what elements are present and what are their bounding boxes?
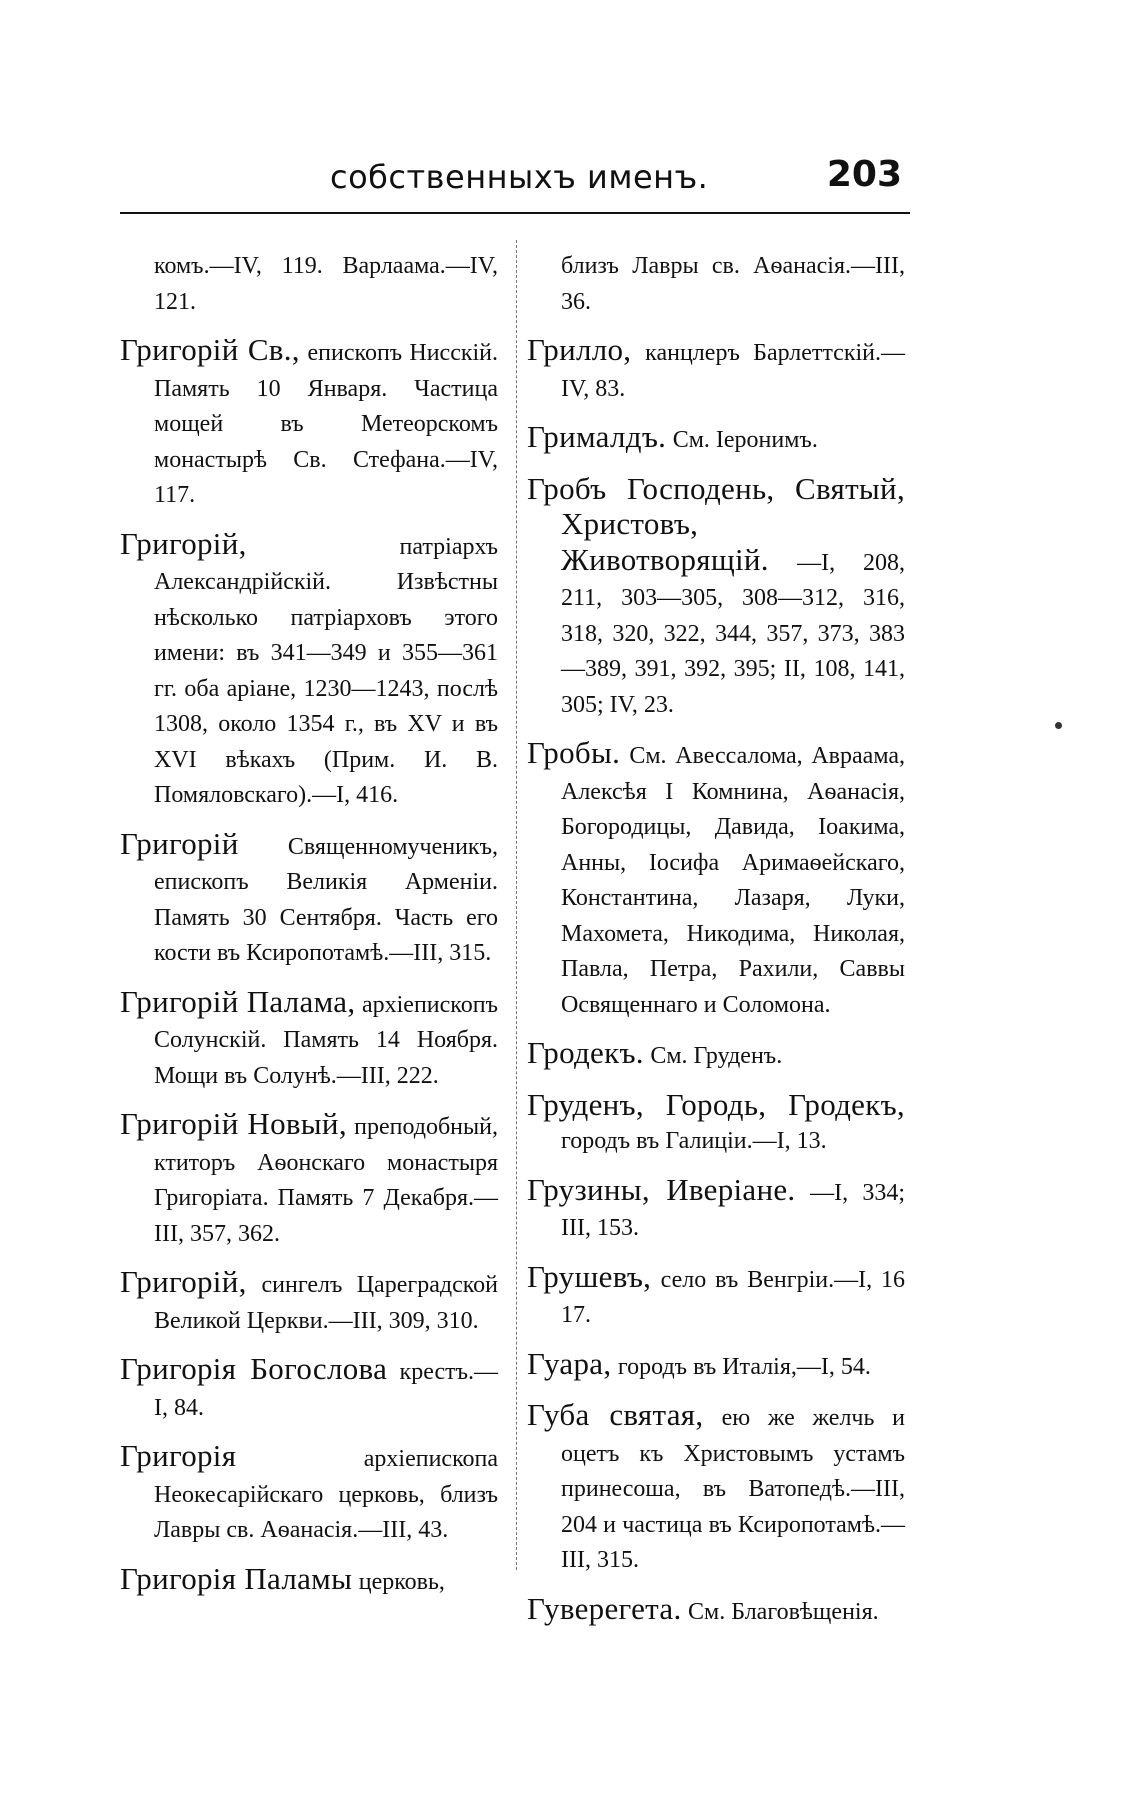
entry-text: —I, 208, 211, 303—305, 308—312, 316, 318, 320, 322, 344, 357, 373, 383—389, 391, 392, 395; II, 108, 141, 305; IV, 23. bbox=[561, 549, 905, 718]
index-entry bbox=[120, 985, 498, 1094]
entry-text: епископъ Нисскій. Память 10 Января. Частица мощей въ Метеорскомъ монастырѣ Св. Стефана.—IV, 117. bbox=[154, 340, 499, 508]
running-title: собственныхъ именъ. bbox=[330, 158, 709, 196]
index-entry bbox=[120, 248, 498, 319]
entry-text: См. Авессалома, Авраама, Алексѣя I Комнина, Аѳанасія, Богородицы, Давида, Іоакима, Анны, Іосифа Аримаѳейскаго, Константина, Лазаря, Луки, Махомета, Никодима, Николая, Павла, Петра, Рахили, Саввы Освященнаго и Соломона. bbox=[561, 743, 905, 1018]
entry-text: архіепископъ Солунскій. Память 14 Ноября. Мощи въ Солунѣ.—III, 222. bbox=[154, 991, 498, 1089]
right-column bbox=[527, 248, 905, 1643]
entry-text: близъ Лавры св. Аѳанасія.—III, 36. bbox=[561, 253, 905, 315]
entry-text: канцлеръ Барлеттскій.—IV, 83. bbox=[561, 340, 905, 402]
index-entry bbox=[120, 333, 498, 513]
entry-headword: Григорій bbox=[120, 825, 239, 861]
entry-text: См. Благовѣщенія. bbox=[688, 1598, 879, 1625]
index-entry bbox=[527, 1088, 905, 1159]
ink-spot bbox=[1055, 722, 1062, 729]
entry-headword: Григорія Богослова bbox=[120, 1351, 388, 1386]
index-entry bbox=[527, 1347, 905, 1385]
index-entry bbox=[527, 333, 905, 406]
entry-headword: Грималдъ. bbox=[527, 419, 667, 454]
entry-text: городъ въ Италія,—I, 54. bbox=[617, 1353, 871, 1380]
entry-headword: Грузины, Иверіане. bbox=[527, 1171, 796, 1207]
entry-headword: Григорій, bbox=[120, 1264, 247, 1299]
entry-text: Священномученикъ, епископъ Великія Арменіи. Память 30 Сентября. Часть его кости въ Ксиропотамѣ.—III, 315. bbox=[154, 833, 498, 966]
entry-headword: Гробы. bbox=[527, 735, 621, 770]
entry-text: —I, 334; III, 153. bbox=[561, 1179, 905, 1241]
entry-headword: Губа святая, bbox=[527, 1397, 704, 1432]
index-entry bbox=[120, 1107, 498, 1251]
entry-text: городъ въ Галиціи.—I, 13. bbox=[561, 1128, 827, 1154]
entry-headword: Григорій Новый, bbox=[120, 1106, 347, 1141]
index-entry bbox=[527, 1260, 905, 1333]
entry-headword: Гробъ Господень, Святый, Христовъ, Животворящій. bbox=[527, 470, 905, 577]
entry-headword: Григорій Св., bbox=[120, 332, 300, 367]
index-entry bbox=[120, 827, 498, 971]
entry-text: патріархъ Александрійскій. Извѣстны нѣсколько патріарховъ этого имени: въ 341—349 и 355—361 гг. оба аріане, 1230—1243, послѣ 1308, около 1354 г., въ XV и въ XVI вѣкахъ (Прим. И. В. Помяловскаго).—I, 416. bbox=[154, 533, 498, 808]
index-entry bbox=[527, 1398, 905, 1578]
entry-text: См. Іеронимъ. bbox=[672, 427, 818, 453]
entry-headword: Григорій Палама, bbox=[120, 983, 356, 1019]
entry-headword: Гуара, bbox=[527, 1345, 612, 1381]
entry-text: См. Груденъ. bbox=[650, 1043, 783, 1069]
index-entry bbox=[527, 248, 905, 319]
entry-headword: Груденъ, Городь, Гродекъ, bbox=[527, 1086, 905, 1122]
column-divider bbox=[516, 240, 517, 1570]
entry-headword: Гродекъ. bbox=[527, 1035, 644, 1070]
entry-text: ею же желчь и оцетъ къ Христовымъ устамъ принесоша, въ Ватопедѣ.—III, 204 и частица въ Ксиропотамѣ.—III, 315. bbox=[561, 1405, 905, 1573]
entry-text: комъ.—IV, 119. Варлаама.—IV, 121. bbox=[154, 253, 498, 315]
index-entry bbox=[120, 1562, 498, 1600]
entry-headword: Грушевъ, bbox=[527, 1258, 652, 1294]
entry-text: крестъ.—I, 84. bbox=[154, 1359, 498, 1421]
index-entry bbox=[527, 1592, 905, 1630]
entry-headword: Григорія Паламы bbox=[120, 1560, 353, 1596]
left-column bbox=[120, 248, 498, 1613]
index-entry bbox=[120, 1439, 498, 1548]
entry-headword: Григорій, bbox=[120, 525, 247, 561]
index-entry bbox=[120, 1265, 498, 1338]
entry-text: село въ Венгріи.—I, 16 17. bbox=[561, 1266, 905, 1328]
page-number: 203 bbox=[826, 154, 902, 195]
index-entry bbox=[120, 527, 498, 813]
running-header bbox=[120, 154, 910, 208]
index-entry bbox=[527, 472, 905, 723]
entry-headword: Грилло, bbox=[527, 332, 632, 367]
index-entry bbox=[527, 736, 905, 1022]
index-entry bbox=[120, 1352, 498, 1425]
entry-headword: Григорія bbox=[120, 1438, 237, 1473]
entry-text: сингелъ Цареградской Великой Церкви.—III, 309, 310. bbox=[154, 1272, 498, 1334]
index-entry bbox=[527, 420, 905, 458]
entry-text: церковь, bbox=[358, 1568, 445, 1595]
index-entry bbox=[527, 1036, 905, 1074]
entry-headword: Гуверегета. bbox=[527, 1590, 682, 1626]
entry-text: преподобный, ктиторъ Аѳонскаго монастыря Григоріата. Память 7 Декабря.—III, 357, 362. bbox=[154, 1114, 498, 1247]
index-entry bbox=[527, 1173, 905, 1246]
entry-text: архіепископа Неокесарійскаго церковь, близъ Лавры св. Аѳанасія.—III, 43. bbox=[154, 1446, 498, 1543]
header-rule bbox=[120, 212, 910, 214]
